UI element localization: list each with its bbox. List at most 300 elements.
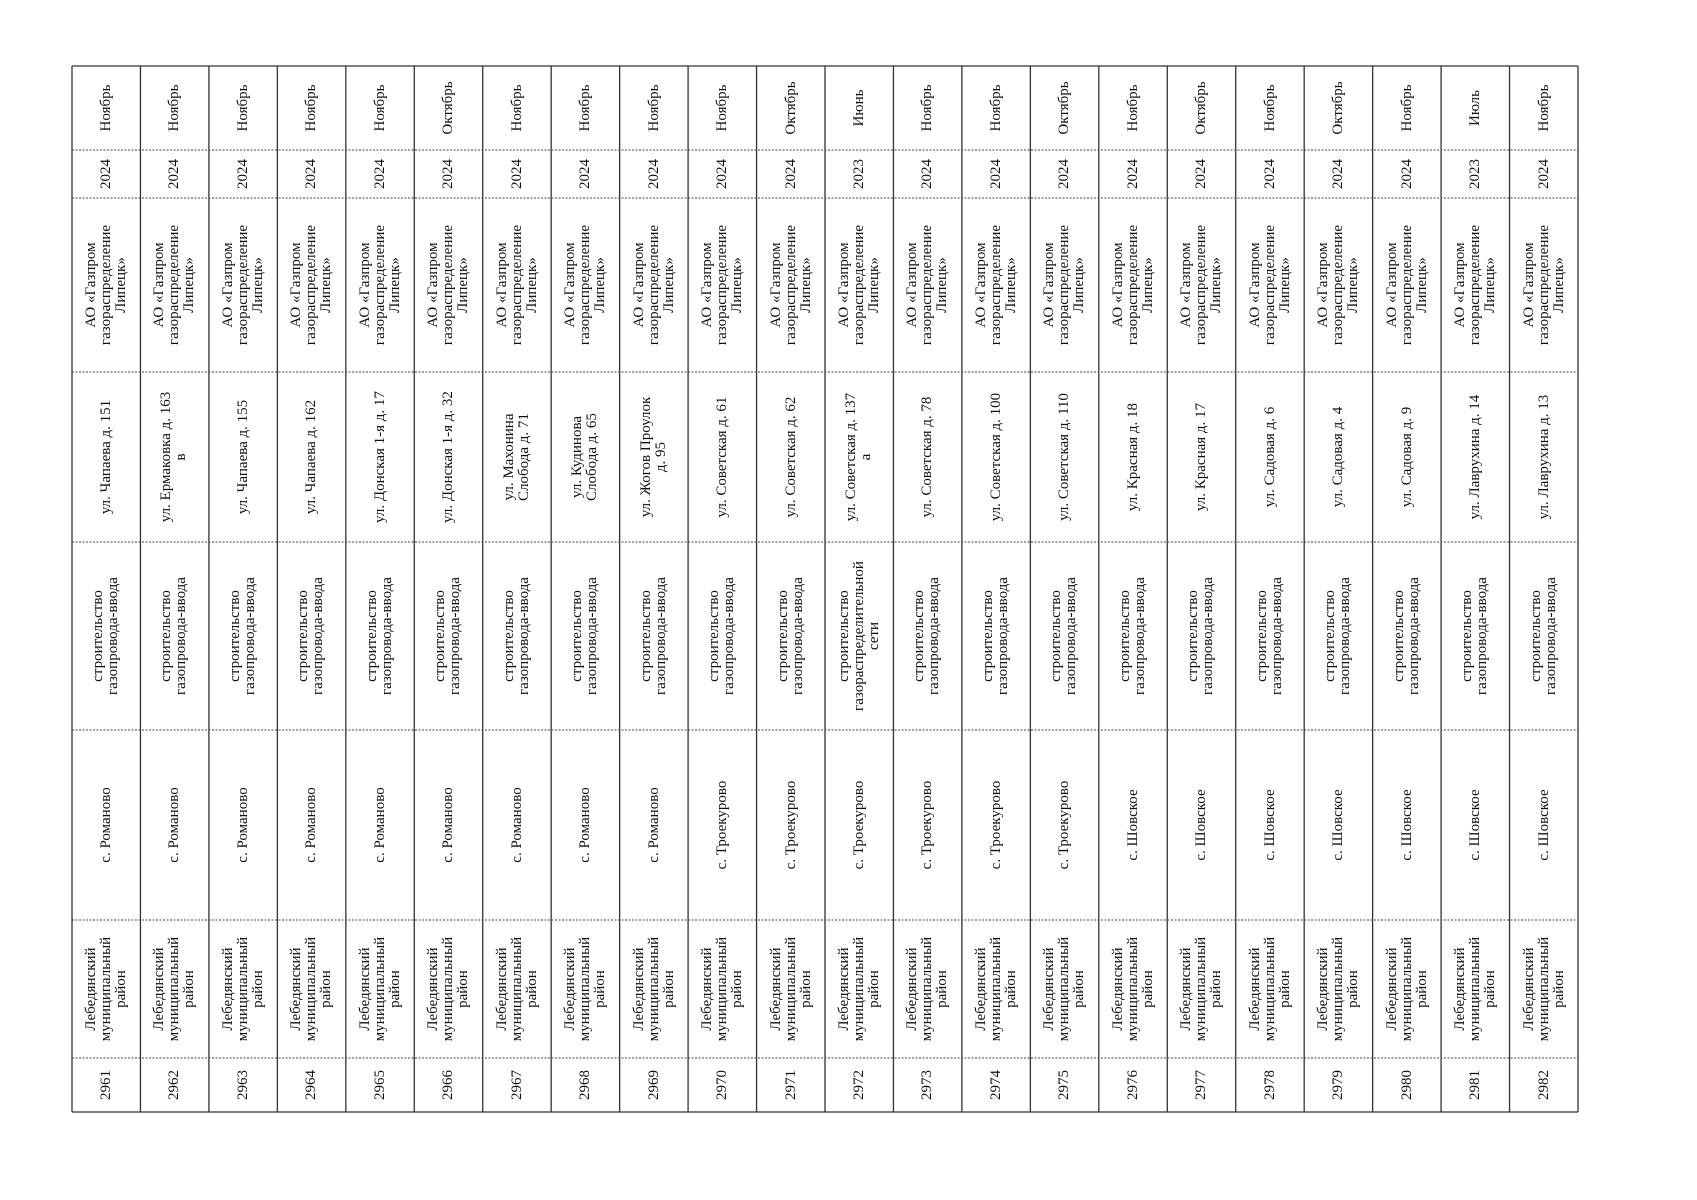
organization-cell: [209, 198, 277, 372]
district-cell: [893, 920, 961, 1058]
district-cell: [209, 920, 277, 1058]
address-cell-text: ул. Садовая д. 6: [1261, 406, 1278, 508]
work-cell: [277, 542, 345, 730]
month-cell-text: Ноябрь: [1535, 84, 1552, 132]
organization-cell-text: АО «Газпром газораспределение Липецк»: [561, 224, 608, 346]
address-cell: [277, 372, 345, 542]
organization-cell-text: АО «Газпром газораспределение Липецк»: [1041, 224, 1088, 346]
address-cell-text: ул. Жогов Проулок д. 95: [637, 396, 669, 518]
district-cell-text: Лебедянский муниципальный район: [767, 936, 814, 1042]
row-number-cell: [688, 1058, 756, 1112]
work-cell: [1167, 542, 1235, 730]
month-cell: [140, 66, 208, 150]
district-cell-text: Лебедянский муниципальный район: [698, 936, 745, 1042]
district-cell: [551, 920, 619, 1058]
year-cell: [140, 150, 208, 198]
work-cell-text: строительство газопровода-ввода: [500, 577, 532, 695]
work-cell-text: строительство газопровода-ввода: [1117, 577, 1149, 695]
year-cell: [1304, 150, 1372, 198]
district-cell-text: Лебедянский муниципальный район: [151, 936, 198, 1042]
work-cell: [209, 542, 277, 730]
district-cell-text: Лебедянский муниципальный район: [1520, 936, 1567, 1042]
locality-cell: [72, 730, 140, 920]
address-cell: [620, 372, 688, 542]
address-cell: [346, 372, 414, 542]
district-cell: [1304, 920, 1372, 1058]
month-cell: [825, 66, 893, 150]
work-cell-text: строительство газопровода-ввода: [432, 577, 464, 695]
row-number-cell-text: 2975: [1056, 1070, 1073, 1100]
address-cell-text: ул. Советская д. 110: [1056, 393, 1073, 521]
address-cell: [1236, 372, 1304, 542]
address-cell: [72, 372, 140, 542]
month-cell: [414, 66, 482, 150]
address-cell-text: ул. Советская д. 78: [919, 396, 936, 518]
work-cell-text: строительство газопровода-ввода: [706, 577, 738, 695]
organization-cell-text: АО «Газпром газораспределение Липецк»: [767, 224, 814, 346]
organization-cell-text: АО «Газпром газораспределение Липецк»: [835, 224, 882, 346]
district-cell: [757, 920, 825, 1058]
year-cell: [688, 150, 756, 198]
locality-cell-text: с. Романово: [166, 787, 183, 863]
organization-cell: [688, 198, 756, 372]
district-cell: [483, 920, 551, 1058]
row-number-cell-text: 2971: [782, 1070, 799, 1100]
address-cell: [1441, 372, 1509, 542]
row-number-cell-text: 2964: [303, 1070, 320, 1100]
row-number-cell-text: 2980: [1398, 1070, 1415, 1100]
month-cell: [209, 66, 277, 150]
organization-cell: [1510, 198, 1578, 372]
locality-cell: [1441, 730, 1509, 920]
locality-cell-text: с. Шовское: [1192, 789, 1209, 861]
year-cell-text: 2024: [1056, 159, 1073, 189]
organization-cell: [414, 198, 482, 372]
year-cell-text: 2024: [166, 159, 183, 189]
year-cell-text: 2024: [1329, 159, 1346, 189]
district-cell-text: Лебедянский муниципальный район: [424, 936, 471, 1042]
organization-cell-text: АО «Газпром газораспределение Липецк»: [288, 224, 335, 346]
work-cell: [1441, 542, 1509, 730]
row-number-cell: [414, 1058, 482, 1112]
work-cell: [893, 542, 961, 730]
locality-cell-text: с. Романово: [645, 787, 662, 863]
work-cell-text: строительство газопровода-ввода: [911, 577, 943, 695]
work-cell: [72, 542, 140, 730]
year-cell-text: 2024: [919, 159, 936, 189]
address-cell: [1030, 372, 1098, 542]
organization-cell-text: АО «Газпром газораспределение Липецк»: [1383, 224, 1430, 346]
address-cell-text: ул. Садовая д. 9: [1398, 406, 1415, 508]
locality-cell: [209, 730, 277, 920]
district-cell-text: Лебедянский муниципальный район: [561, 936, 608, 1042]
locality-cell-text: с. Шовское: [1124, 789, 1141, 861]
month-cell-text: Ноябрь: [645, 84, 662, 132]
work-cell: [1030, 542, 1098, 730]
row-number-cell-text: 2978: [1261, 1070, 1278, 1100]
year-cell-text: 2023: [850, 159, 867, 189]
month-cell-text: Ноябрь: [919, 84, 936, 132]
locality-cell: [757, 730, 825, 920]
organization-cell: [483, 198, 551, 372]
locality-cell-text: с. Романово: [576, 787, 593, 863]
district-cell: [72, 920, 140, 1058]
district-cell-text: Лебедянский муниципальный район: [219, 936, 266, 1042]
locality-cell: [1304, 730, 1372, 920]
address-cell: [1304, 372, 1372, 542]
address-cell: [1373, 372, 1441, 542]
year-cell: [1167, 150, 1235, 198]
month-cell-text: Октябрь: [439, 81, 456, 135]
address-cell-text: ул. Кудинова Слобода д. 65: [569, 413, 601, 501]
month-cell: [1167, 66, 1235, 150]
district-cell: [688, 920, 756, 1058]
organization-cell: [140, 198, 208, 372]
year-cell: [277, 150, 345, 198]
organization-cell-text: АО «Газпром газораспределение Липецк»: [972, 224, 1019, 346]
district-cell: [1236, 920, 1304, 1058]
work-cell-text: строительство газопровода-ввода: [1322, 577, 1354, 695]
district-cell-text: Лебедянский муниципальный район: [1451, 936, 1498, 1042]
district-cell-text: Лебедянский муниципальный район: [835, 936, 882, 1042]
locality-cell-text: с. Шовское: [1466, 789, 1483, 861]
district-cell-text: Лебедянский муниципальный район: [904, 936, 951, 1042]
address-cell-text: ул. Советская д. 62: [782, 396, 799, 518]
locality-cell: [140, 730, 208, 920]
month-cell-text: Октябрь: [1056, 81, 1073, 135]
address-cell-text: ул. Лаврухина д. 14: [1466, 394, 1483, 520]
row-number-cell: [483, 1058, 551, 1112]
row-number-cell-text: 2974: [987, 1070, 1004, 1100]
organization-cell-text: АО «Газпром газораспределение Липецк»: [424, 224, 471, 346]
locality-cell: [1030, 730, 1098, 920]
district-cell: [1030, 920, 1098, 1058]
locality-cell-text: с. Романово: [371, 787, 388, 863]
year-cell: [483, 150, 551, 198]
row-number-cell-text: 2973: [919, 1070, 936, 1100]
locality-cell: [688, 730, 756, 920]
year-cell-text: 2024: [645, 159, 662, 189]
year-cell-text: 2024: [371, 159, 388, 189]
work-cell-text: строительство газопровода-ввода: [158, 577, 190, 695]
year-cell-text: 2024: [782, 159, 799, 189]
district-cell: [277, 920, 345, 1058]
work-cell: [1373, 542, 1441, 730]
locality-cell-text: с. Троекурово: [782, 780, 799, 870]
month-cell-text: Ноябрь: [987, 84, 1004, 132]
work-cell-text: строительство газопровода-ввода: [1459, 577, 1491, 695]
row-number-cell-text: 2966: [439, 1070, 456, 1100]
work-cell-text: строительство газопровода-ввода: [1185, 577, 1217, 695]
work-cell-text: строительство газопровода-ввода: [1253, 577, 1285, 695]
address-cell: [414, 372, 482, 542]
organization-cell-text: АО «Газпром газораспределение Липецк»: [1520, 224, 1567, 346]
work-cell: [1510, 542, 1578, 730]
district-cell: [1099, 920, 1167, 1058]
work-cell-text: строительство газопровода-ввода: [227, 577, 259, 695]
address-cell-text: ул. Лаврухина д. 13: [1535, 394, 1552, 520]
locality-cell-text: с. Романово: [234, 787, 251, 863]
organization-cell: [277, 198, 345, 372]
work-cell-text: строительство газопровода-ввода: [569, 577, 601, 695]
locality-cell-text: с. Романово: [97, 787, 114, 863]
address-cell-text: ул. Чапаева д. 155: [234, 399, 251, 515]
year-cell-text: 2024: [303, 159, 320, 189]
year-cell: [757, 150, 825, 198]
year-cell-text: 2024: [1535, 159, 1552, 189]
address-cell-text: ул. Чапаева д. 162: [303, 399, 320, 515]
district-cell-text: Лебедянский муниципальный район: [1041, 936, 1088, 1042]
month-cell-text: Ноябрь: [1398, 84, 1415, 132]
district-cell-text: Лебедянский муниципальный район: [1383, 936, 1430, 1042]
work-cell: [1304, 542, 1372, 730]
locality-cell: [1099, 730, 1167, 920]
month-cell: [1510, 66, 1578, 150]
row-number-cell-text: 2982: [1535, 1070, 1552, 1100]
row-number-cell: [551, 1058, 619, 1112]
organization-cell-text: АО «Газпром газораспределение Липецк»: [1109, 224, 1156, 346]
month-cell-text: Ноябрь: [1124, 84, 1141, 132]
address-cell: [551, 372, 619, 542]
row-number-cell-text: 2963: [234, 1070, 251, 1100]
locality-cell-text: с. Романово: [439, 787, 456, 863]
locality-cell-text: с. Романово: [303, 787, 320, 863]
month-cell-text: Ноябрь: [303, 84, 320, 132]
work-cell: [757, 542, 825, 730]
district-cell: [414, 920, 482, 1058]
locality-cell: [1510, 730, 1578, 920]
district-cell-text: Лебедянский муниципальный район: [356, 936, 403, 1042]
month-cell: [483, 66, 551, 150]
locality-cell: [620, 730, 688, 920]
year-cell-text: 2024: [439, 159, 456, 189]
district-cell-text: Лебедянский муниципальный район: [630, 936, 677, 1042]
row-number-cell: [1030, 1058, 1098, 1112]
month-cell: [1030, 66, 1098, 150]
organization-cell: [893, 198, 961, 372]
locality-cell-text: с. Троекурово: [1056, 780, 1073, 870]
year-cell-text: 2024: [508, 159, 525, 189]
month-cell-text: Ноябрь: [166, 84, 183, 132]
month-cell-text: Июнь: [850, 89, 867, 127]
month-cell: [72, 66, 140, 150]
work-cell: [551, 542, 619, 730]
locality-cell: [483, 730, 551, 920]
year-cell: [893, 150, 961, 198]
district-cell: [962, 920, 1030, 1058]
work-cell: [140, 542, 208, 730]
work-cell: [825, 542, 893, 730]
work-cell: [346, 542, 414, 730]
year-cell: [825, 150, 893, 198]
address-cell: [483, 372, 551, 542]
locality-cell-text: с. Троекурово: [850, 780, 867, 870]
address-cell-text: ул. Садовая д. 4: [1329, 406, 1346, 508]
row-number-cell: [277, 1058, 345, 1112]
locality-cell-text: с. Троекурово: [713, 780, 730, 870]
month-cell: [277, 66, 345, 150]
work-cell: [483, 542, 551, 730]
locality-cell: [346, 730, 414, 920]
row-number-cell: [1510, 1058, 1578, 1112]
locality-cell: [414, 730, 482, 920]
month-cell: [1304, 66, 1372, 150]
month-cell-text: Ноябрь: [508, 84, 525, 132]
row-number-cell-text: 2979: [1329, 1070, 1346, 1100]
organization-cell: [551, 198, 619, 372]
row-number-cell-text: 2969: [645, 1070, 662, 1100]
address-cell: [757, 372, 825, 542]
work-cell-text: строительство газопровода-ввода: [980, 577, 1012, 695]
address-cell-text: ул. Махонина Слобода д. 71: [500, 413, 532, 501]
district-cell-text: Лебедянский муниципальный район: [972, 936, 1019, 1042]
row-number-cell-text: 2962: [166, 1070, 183, 1100]
month-cell-text: Ноябрь: [97, 84, 114, 132]
locality-cell: [277, 730, 345, 920]
organization-cell: [1373, 198, 1441, 372]
district-cell: [1373, 920, 1441, 1058]
year-cell: [1373, 150, 1441, 198]
work-cell: [962, 542, 1030, 730]
year-cell: [414, 150, 482, 198]
row-number-cell: [140, 1058, 208, 1112]
work-cell: [688, 542, 756, 730]
row-number-cell-text: 2970: [713, 1070, 730, 1100]
year-cell: [551, 150, 619, 198]
row-number-cell: [1441, 1058, 1509, 1112]
month-cell-text: Ноябрь: [713, 84, 730, 132]
work-cell-text: строительство газопровода-ввода: [90, 577, 122, 695]
work-cell: [1236, 542, 1304, 730]
year-cell-text: 2024: [97, 159, 114, 189]
district-cell-text: Лебедянский муниципальный район: [1314, 936, 1361, 1042]
locality-cell: [551, 730, 619, 920]
year-cell: [346, 150, 414, 198]
address-cell-text: ул. Донская 1-я д. 17: [371, 391, 388, 523]
row-number-cell-text: 2968: [576, 1070, 593, 1100]
row-number-cell: [209, 1058, 277, 1112]
year-cell-text: 2024: [234, 159, 251, 189]
year-cell: [620, 150, 688, 198]
locality-cell: [962, 730, 1030, 920]
address-cell-text: ул. Советская д. 100: [987, 392, 1004, 522]
row-number-cell-text: 2965: [371, 1070, 388, 1100]
district-cell-text: Лебедянский муниципальный район: [1109, 936, 1156, 1042]
organization-cell-text: АО «Газпром газораспределение Липецк»: [1451, 224, 1498, 346]
month-cell: [962, 66, 1030, 150]
year-cell: [1510, 150, 1578, 198]
row-number-cell-text: 2967: [508, 1070, 525, 1100]
address-cell: [140, 372, 208, 542]
organization-cell-text: АО «Газпром газораспределение Липецк»: [493, 224, 540, 346]
organization-cell-text: АО «Газпром газораспределение Липецк»: [904, 224, 951, 346]
work-cell-text: строительство газопровода-ввода: [774, 577, 806, 695]
row-number-cell: [893, 1058, 961, 1112]
organization-cell: [72, 198, 140, 372]
address-cell: [1510, 372, 1578, 542]
row-number-cell-text: 2961: [97, 1070, 114, 1100]
row-number-cell: [346, 1058, 414, 1112]
work-cell-text: строительство газопровода-ввода: [637, 577, 669, 695]
month-cell: [1373, 66, 1441, 150]
row-number-cell: [1236, 1058, 1304, 1112]
month-cell-text: Октябрь: [782, 81, 799, 135]
organization-cell: [1099, 198, 1167, 372]
row-number-cell: [1167, 1058, 1235, 1112]
locality-cell-text: с. Шовское: [1398, 789, 1415, 861]
row-number-cell-text: 2977: [1192, 1070, 1209, 1100]
organization-cell: [620, 198, 688, 372]
organization-cell: [1030, 198, 1098, 372]
address-cell-text: ул. Чапаева д. 151: [97, 399, 114, 515]
locality-cell-text: с. Троекурово: [919, 780, 936, 870]
year-cell-text: 2024: [1261, 159, 1278, 189]
month-cell: [551, 66, 619, 150]
row-number-cell: [1304, 1058, 1372, 1112]
year-cell-text: 2023: [1466, 159, 1483, 189]
month-cell: [620, 66, 688, 150]
organization-cell-text: АО «Газпром газораспределение Липецк»: [1246, 224, 1293, 346]
month-cell: [1099, 66, 1167, 150]
address-cell: [825, 372, 893, 542]
month-cell-text: Ноябрь: [234, 84, 251, 132]
organization-cell-text: АО «Газпром газораспределение Липецк»: [82, 224, 129, 346]
year-cell-text: 2024: [1398, 159, 1415, 189]
month-cell: [346, 66, 414, 150]
district-cell: [1510, 920, 1578, 1058]
address-cell: [893, 372, 961, 542]
address-cell-text: ул. Советская д. 61: [713, 396, 730, 518]
district-cell-text: Лебедянский муниципальный район: [288, 936, 335, 1042]
address-cell: [962, 372, 1030, 542]
year-cell-text: 2024: [987, 159, 1004, 189]
organization-cell: [1167, 198, 1235, 372]
locality-cell-text: с. Шовское: [1261, 789, 1278, 861]
row-number-cell: [1373, 1058, 1441, 1112]
year-cell: [1441, 150, 1509, 198]
address-cell-text: ул. Красная д. 17: [1192, 402, 1209, 512]
locality-cell: [1373, 730, 1441, 920]
row-number-cell: [620, 1058, 688, 1112]
locality-cell: [893, 730, 961, 920]
district-cell: [1167, 920, 1235, 1058]
work-cell-text: строительство газораспределительной сети: [835, 561, 882, 711]
row-number-cell-text: 2976: [1124, 1070, 1141, 1100]
locality-cell-text: с. Шовское: [1329, 789, 1346, 861]
month-cell-text: Октябрь: [1192, 81, 1209, 135]
organization-cell: [757, 198, 825, 372]
row-number-cell-text: 2981: [1466, 1070, 1483, 1100]
year-cell-text: 2024: [1192, 159, 1209, 189]
work-cell: [620, 542, 688, 730]
month-cell: [1441, 66, 1509, 150]
district-cell-text: Лебедянский муниципальный район: [1246, 936, 1293, 1042]
work-cell-text: строительство газопровода-ввода: [295, 577, 327, 695]
address-cell: [1099, 372, 1167, 542]
work-cell-text: строительство газопровода-ввода: [1390, 577, 1422, 695]
month-cell: [1236, 66, 1304, 150]
month-cell-text: Октябрь: [1329, 81, 1346, 135]
address-cell: [688, 372, 756, 542]
district-cell: [620, 920, 688, 1058]
row-number-cell: [757, 1058, 825, 1112]
address-cell: [209, 372, 277, 542]
organization-cell: [962, 198, 1030, 372]
year-cell: [962, 150, 1030, 198]
row-number-cell: [962, 1058, 1030, 1112]
month-cell-text: Ноябрь: [1261, 84, 1278, 132]
organization-cell: [1236, 198, 1304, 372]
